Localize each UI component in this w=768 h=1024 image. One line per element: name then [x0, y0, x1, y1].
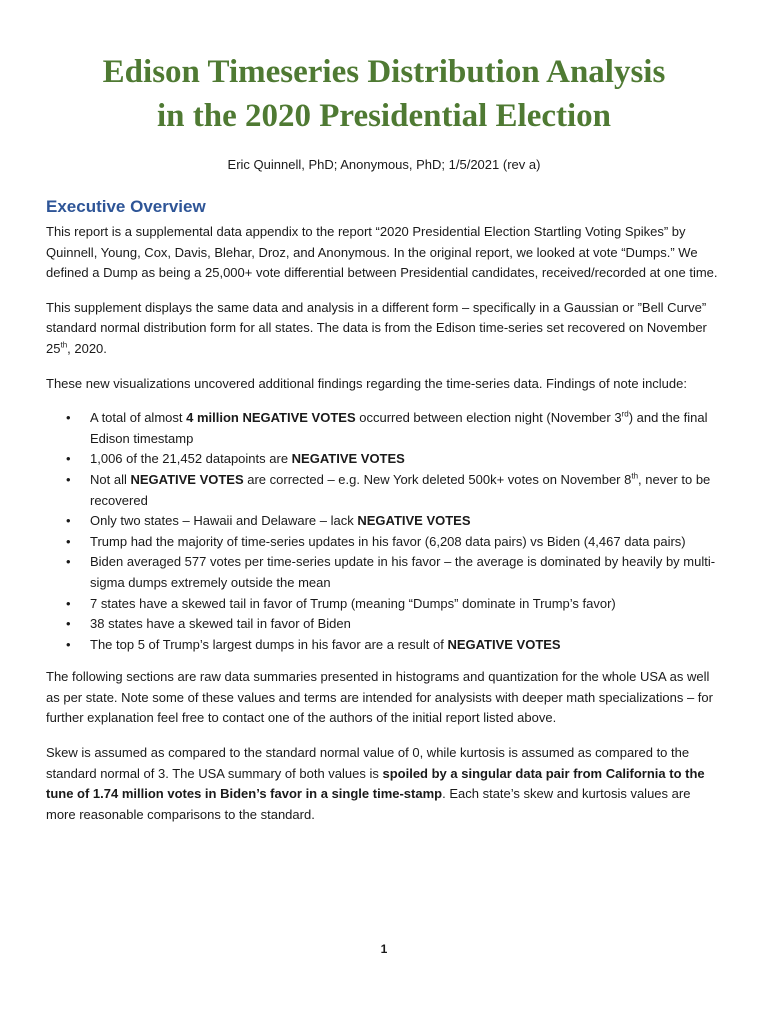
- paragraph-findings-intro: These new visualizations uncovered additional findings regarding the time-series data. Findings of note include:: [46, 375, 687, 391]
- bullet-icon: •: [66, 533, 71, 549]
- bullet-icon: •: [66, 471, 71, 487]
- list-item: • 38 states have a skewed tail in favor of Biden: [90, 614, 722, 635]
- document-title: [46, 0, 722, 138]
- paragraph-data-summaries: The following sections are raw data summaries presented in histograms and quantization for the whole USA as well as per state. Note some of these values and terms are intended for analysists with deeper math specializations – for further explanation feel free to contact one of the authors of the initial report listed above.: [46, 669, 713, 726]
- paragraph-supplement: This supplement displays the same data and analysis in a different form – specifically in a Gaussian or ”Bell Curve” standard normal distribution form for all states. The data is from the Edison time-series set recovered on November 25th, 2020.: [46, 299, 707, 356]
- paragraph-skew-kurtosis: Skew is assumed as compared to the standard normal value of 0, while kurtosis is assumed as compared to the standard normal of 3. The USA summary of both values is spoiled by a singular data pair from California to the tune of 1.74 million votes in Biden’s favor in a single time-stamp. Each state’s skew and kurtosis values are more reasonable comparisons to the standard.: [46, 745, 705, 822]
- list-item: • The top 5 of Trump’s largest dumps in his favor are a result of NEGATIVE VOTES: [90, 635, 722, 656]
- list-item: • Only two states – Hawaii and Delaware – lack NEGATIVE VOTES: [90, 511, 722, 532]
- bullet-icon: •: [66, 616, 71, 632]
- list-item: • Biden averaged 577 votes per time-series update in his favor – the average is dominated by heavily by multi-sigma dumps extremely outside the mean: [66, 554, 716, 590]
- bullet-icon: •: [66, 636, 71, 652]
- bullet-icon: •: [66, 595, 71, 611]
- section-heading-executive-overview: Executive Overview: [46, 197, 206, 216]
- list-item: • A total of almost 4 million NEGATIVE VOTES occurred between election night (November 3rd) and the final Edison timestamp: [66, 409, 708, 446]
- list-item: • Not all NEGATIVE VOTES are corrected – e.g. New York deleted 500k+ votes on November 8th, never to be recovered: [66, 471, 711, 508]
- list-item: • Trump had the majority of time-series updates in his favor (6,208 data pairs) vs Biden (4,467 data pairs): [90, 532, 722, 553]
- bullet-icon: •: [66, 554, 71, 570]
- bullet-icon: •: [66, 513, 71, 529]
- list-item: • 1,006 of the 21,452 datapoints are NEGATIVE VOTES: [90, 449, 722, 470]
- bullet-icon: •: [66, 451, 71, 467]
- paragraph-intro: This report is a supplemental data appendix to the report “2020 Presidential Election Startling Voting Spikes” by Quinnell, Young, Cox, Davis, Blehar, Droz, and Anonymous. In the original report, we looked at vote “Dumps.” We defined a Dump as being a 25,000+ vote differential between Presidential candidates, received/recorded at one time.: [46, 224, 718, 281]
- title-line-1: Edison Timeseries Distribution Analysis: [102, 54, 666, 90]
- title-line-2: in the 2020 Presidential Election: [156, 98, 612, 134]
- findings-list: [46, 408, 722, 655]
- bullet-icon: •: [66, 410, 71, 426]
- page-number: 1: [380, 942, 388, 956]
- author-line: Eric Quinnell, PhD; Anonymous, PhD; 1/5/2021 (rev a): [227, 157, 541, 172]
- list-item: • 7 states have a skewed tail in favor of Trump (meaning “Dumps” dominate in Trump’s favor): [90, 594, 722, 615]
